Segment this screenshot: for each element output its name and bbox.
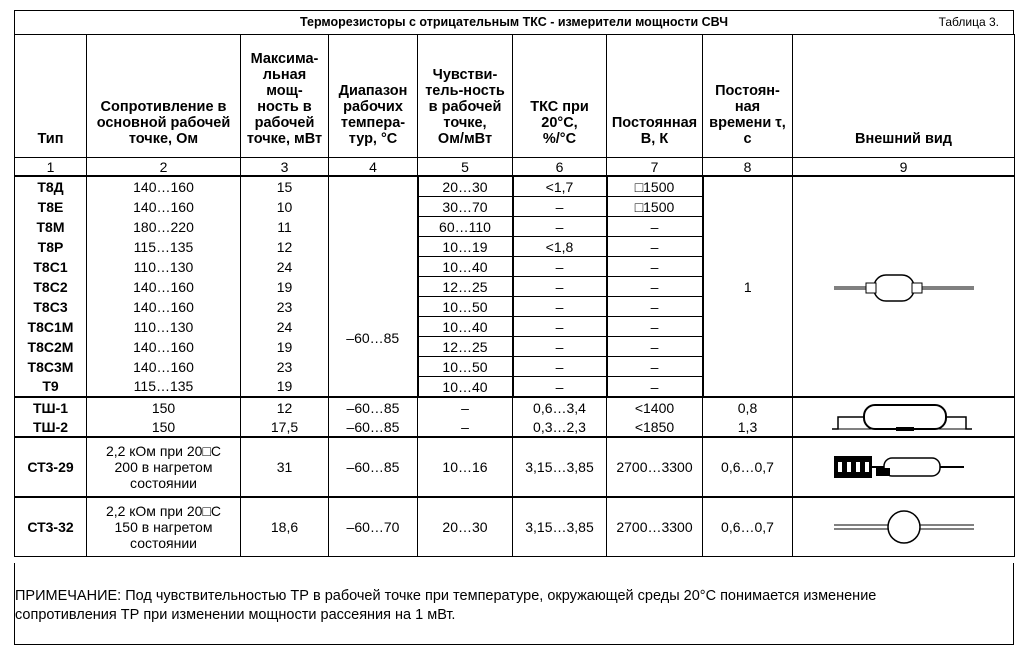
cell-type: Т9 [15, 377, 87, 398]
table-row [15, 397, 1015, 417]
coaxial-mount-resistor-icon [824, 450, 984, 484]
cell-tks: – [513, 257, 607, 277]
cell-sensitivity: 10…19 [418, 237, 513, 257]
bent-lead-resistor-icon [824, 399, 984, 435]
cell-b-constant: – [607, 377, 703, 398]
column-number: 5 [418, 158, 513, 177]
header-appearance: Внешний вид [793, 35, 1015, 158]
table-row [15, 437, 1015, 497]
cell-max-power: 11 [241, 217, 329, 237]
cell-type: Т8С1 [15, 257, 87, 277]
cell-type: СТ3-29 [15, 437, 87, 497]
header-row [15, 35, 1015, 158]
header-time-constant: Постоян- ная времени τ, с [703, 35, 793, 158]
cell-tks: – [513, 337, 607, 357]
cell-max-power: 23 [241, 297, 329, 317]
cell-b-constant: – [607, 217, 703, 237]
cell-type: Т8С2 [15, 277, 87, 297]
note-line-1: ПРИМЕЧАНИЕ: Под чувствительностью ТР в рабочей точке при температуре, окружающей среды 20°С понимается изменение [15, 588, 877, 604]
cell-type: Т8М [15, 217, 87, 237]
cell-max-power: 31 [241, 437, 329, 497]
cell-sensitivity: 20…30 [418, 176, 513, 197]
cell-tks: – [513, 317, 607, 337]
cell-temp-range: –60…85 [329, 417, 418, 437]
cell-resistance: 140…160 [87, 277, 241, 297]
header-type: Тип [15, 35, 87, 158]
cell-resistance: 180…220 [87, 217, 241, 237]
cell-b-constant: – [607, 277, 703, 297]
table-caption [14, 10, 1014, 34]
cell-temp-range: –60…70 [329, 497, 418, 557]
cell-max-power: 12 [241, 237, 329, 257]
cell-appearance [793, 176, 1015, 397]
table-body [15, 35, 1015, 557]
cell-resistance: 110…130 [87, 317, 241, 337]
column-number: 1 [15, 158, 87, 177]
cell-max-power: 24 [241, 317, 329, 337]
cell-type: Т8С2М [15, 337, 87, 357]
table-number: Таблица 3. [938, 15, 999, 29]
cell-resistance: 115…135 [87, 237, 241, 257]
table-row [15, 497, 1015, 557]
cell-sensitivity: 12…25 [418, 277, 513, 297]
cell-resistance: 150 [87, 397, 241, 417]
cell-max-power: 23 [241, 357, 329, 377]
cell-tks: – [513, 377, 607, 398]
cell-sensitivity: 60…110 [418, 217, 513, 237]
cell-max-power: 12 [241, 397, 329, 417]
cell-tks: 3,15…3,85 [513, 497, 607, 557]
cell-tks: <1,8 [513, 237, 607, 257]
cell-tks: – [513, 357, 607, 377]
cell-resistance: 150 [87, 417, 241, 437]
cell-b-constant: – [607, 317, 703, 337]
cell-type: ТШ-2 [15, 417, 87, 437]
header-resistance: Сопротивление в основной рабочей точке, Ом [87, 35, 241, 158]
cell-temp-range: –60…85 [329, 397, 418, 417]
cell-sensitivity: 12…25 [418, 337, 513, 357]
cell-tks: – [513, 297, 607, 317]
disc-resistor-icon [824, 507, 984, 547]
cell-type: ТШ-1 [15, 397, 87, 417]
column-number-row [15, 158, 1015, 177]
cell-sensitivity: – [418, 397, 513, 417]
column-number: 2 [87, 158, 241, 177]
cell-resistance: 2,2 кОм при 20□С 150 в нагретом состоянии [87, 497, 241, 557]
cell-b-constant: □1500 [607, 197, 703, 217]
cell-tks: <1,7 [513, 176, 607, 197]
thermistor-table [14, 34, 1015, 557]
cell-tks: – [513, 197, 607, 217]
cell-sensitivity: 10…50 [418, 297, 513, 317]
table-row [15, 176, 1015, 197]
cell-tks: 3,15…3,85 [513, 437, 607, 497]
cell-b-constant: <1850 [607, 417, 703, 437]
cell-resistance: 140…160 [87, 297, 241, 317]
cell-max-power: 15 [241, 176, 329, 197]
cell-b-constant: 2700…3300 [607, 497, 703, 557]
cell-sensitivity: 20…30 [418, 497, 513, 557]
cell-max-power: 19 [241, 337, 329, 357]
cell-b-constant: – [607, 297, 703, 317]
note-line-2: сопротивления ТР при изменении мощности рассеяния на 1 мВт. [15, 607, 456, 623]
cell-type: Т8С3М [15, 357, 87, 377]
column-number: 9 [793, 158, 1015, 177]
cell-sensitivity: 10…40 [418, 317, 513, 337]
column-number: 4 [329, 158, 418, 177]
cell-sensitivity: – [418, 417, 513, 437]
header-b-constant: Постоянная В, К [607, 35, 703, 158]
cell-sensitivity: 10…40 [418, 377, 513, 398]
header-sensitivity: Чувстви- тель-ность в рабочей точке, Ом/мВт [418, 35, 513, 158]
cell-b-constant: – [607, 357, 703, 377]
cell-sensitivity: 30…70 [418, 197, 513, 217]
cell-tks: – [513, 277, 607, 297]
cell-type: Т8Д [15, 176, 87, 197]
column-number: 6 [513, 158, 607, 177]
cell-tks: 0,3…2,3 [513, 417, 607, 437]
column-number: 8 [703, 158, 793, 177]
cell-max-power: 19 [241, 277, 329, 297]
cell-time-constant: 0,6…0,7 [703, 497, 793, 557]
cell-resistance: 140…160 [87, 337, 241, 357]
table-title: Терморезисторы с отрицательным ТКС - измерители мощности СВЧ [300, 15, 728, 29]
cell-type: Т8С1М [15, 317, 87, 337]
cell-b-constant: – [607, 257, 703, 277]
cell-appearance [793, 497, 1015, 557]
cell-time-constant: 1 [703, 176, 793, 397]
cell-type: Т8Р [15, 237, 87, 257]
cell-tks: 0,6…3,4 [513, 397, 607, 417]
cell-type: Т8С3 [15, 297, 87, 317]
cell-b-constant: 2700…3300 [607, 437, 703, 497]
header-tks: ТКС при 20°С, %/°С [513, 35, 607, 158]
column-number: 7 [607, 158, 703, 177]
cell-max-power: 18,6 [241, 497, 329, 557]
cell-b-constant: <1400 [607, 397, 703, 417]
cell-resistance: 140…160 [87, 197, 241, 217]
cell-b-constant: – [607, 237, 703, 257]
cell-resistance: 140…160 [87, 176, 241, 197]
cell-b-constant: □1500 [607, 176, 703, 197]
cell-type: Т8Е [15, 197, 87, 217]
cell-appearance [793, 397, 1015, 437]
cell-temp-range: –60…85 [329, 437, 418, 497]
cell-time-constant: 1,3 [703, 417, 793, 437]
column-number: 3 [241, 158, 329, 177]
axial-bead-resistor-icon [824, 267, 984, 307]
header-max-power: Максима- льная мощ- ность в рабочей точке, мВт [241, 35, 329, 158]
cell-b-constant: – [607, 337, 703, 357]
cell-sensitivity: 10…16 [418, 437, 513, 497]
table-note [14, 563, 1014, 645]
cell-appearance [793, 437, 1015, 497]
cell-max-power: 10 [241, 197, 329, 217]
cell-resistance: 115…135 [87, 377, 241, 398]
cell-temp-range: –60…85 [329, 176, 418, 397]
cell-sensitivity: 10…50 [418, 357, 513, 377]
cell-sensitivity: 10…40 [418, 257, 513, 277]
cell-max-power: 17,5 [241, 417, 329, 437]
cell-type: СТ3-32 [15, 497, 87, 557]
cell-time-constant: 0,8 [703, 397, 793, 417]
cell-time-constant: 0,6…0,7 [703, 437, 793, 497]
cell-max-power: 19 [241, 377, 329, 398]
header-temp-range: Диапазон рабочих темпера- тур, °С [329, 35, 418, 158]
cell-resistance: 110…130 [87, 257, 241, 277]
cell-tks: – [513, 217, 607, 237]
cell-resistance: 140…160 [87, 357, 241, 377]
cell-max-power: 24 [241, 257, 329, 277]
cell-resistance: 2,2 кОм при 20□С 200 в нагретом состоянии [87, 437, 241, 497]
